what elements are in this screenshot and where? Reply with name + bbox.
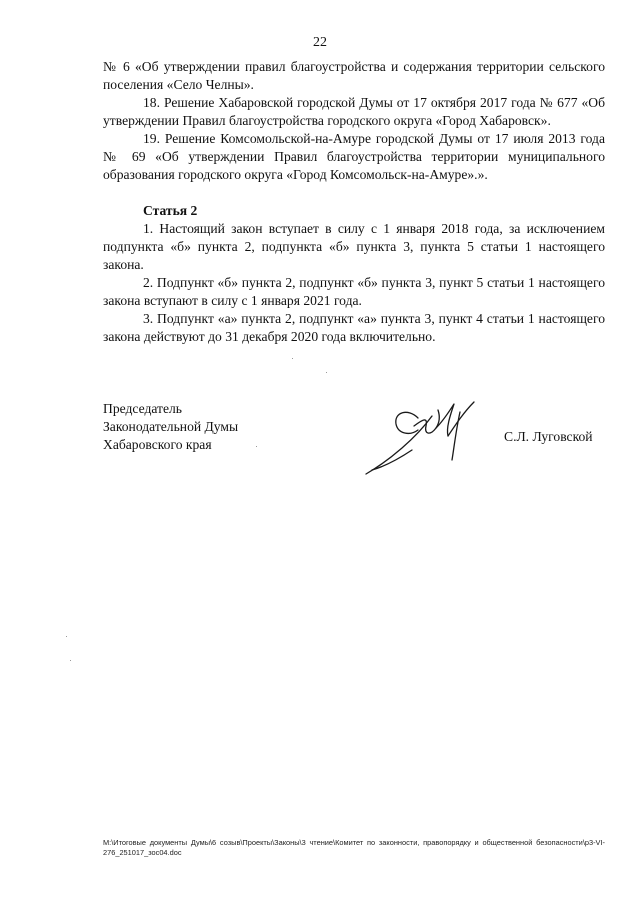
paragraph-continuation: № 6 «Об утверждении правил благоустройства и содержания территории сельского поселения «Село Челны».: [103, 59, 605, 92]
scan-speck: [66, 636, 67, 637]
scan-speck: [292, 358, 293, 359]
article-heading: Статья 2: [143, 203, 198, 218]
signatory-title-line-2: Законодательной Думы: [103, 419, 239, 434]
paragraph-item-18: 18. Решение Хабаровской городской Думы от 17 октября 2017 года № 677 «Об утверждении Правил благоустройства городского округа «Город Хабаровск».: [103, 95, 605, 128]
paragraph-item-19: 19. Решение Комсомольской-на-Амуре городской Думы от 17 июля 2013 года № 69 «Об утверждении Правил благоустройства территории муниципального образования городского округа «Город Комсомольск-на-Амуре».».: [103, 131, 605, 182]
scan-speck: [256, 446, 257, 447]
document-body: [103, 58, 605, 346]
handwritten-signature: [356, 390, 496, 480]
spacer: [103, 184, 605, 202]
file-path-footer: [103, 838, 605, 858]
page-number: 22: [313, 35, 327, 50]
file-path-line-1: M:\Итоговые документы Думы\6 созыв\Проекты\Законы\3 чтение\Комитет по законности, правопорядку и общественной безопасности\р3-VI-: [103, 838, 605, 847]
scan-speck: [70, 660, 71, 661]
scan-speck: [326, 372, 327, 373]
signatory-title: [103, 400, 238, 454]
file-path-line-2: 276_251017_зос04.doc: [103, 848, 182, 857]
signatory-name: С.Л. Луговской: [504, 429, 593, 444]
signatory-title-line-1: Председатель: [103, 401, 182, 416]
article-item-3: 3. Подпункт «а» пункта 2, подпункт «а» пункта 3, пункт 4 статьи 1 настоящего закона действуют до 31 декабря 2020 года включительно.: [103, 311, 605, 344]
article-item-1: 1. Настоящий закон вступает в силу с 1 января 2018 года, за исключением подпункта «б» пункта 2, подпункта «б» пункта 3, пункта 5 статьи 1 настоящего закона.: [103, 221, 605, 272]
article-item-2: 2. Подпункт «б» пункта 2, подпункт «б» пункта 3, пункт 5 статьи 1 настоящего закона вступают в силу с 1 января 2021 года.: [103, 275, 605, 308]
signatory-title-line-3: Хабаровского края: [103, 437, 212, 452]
